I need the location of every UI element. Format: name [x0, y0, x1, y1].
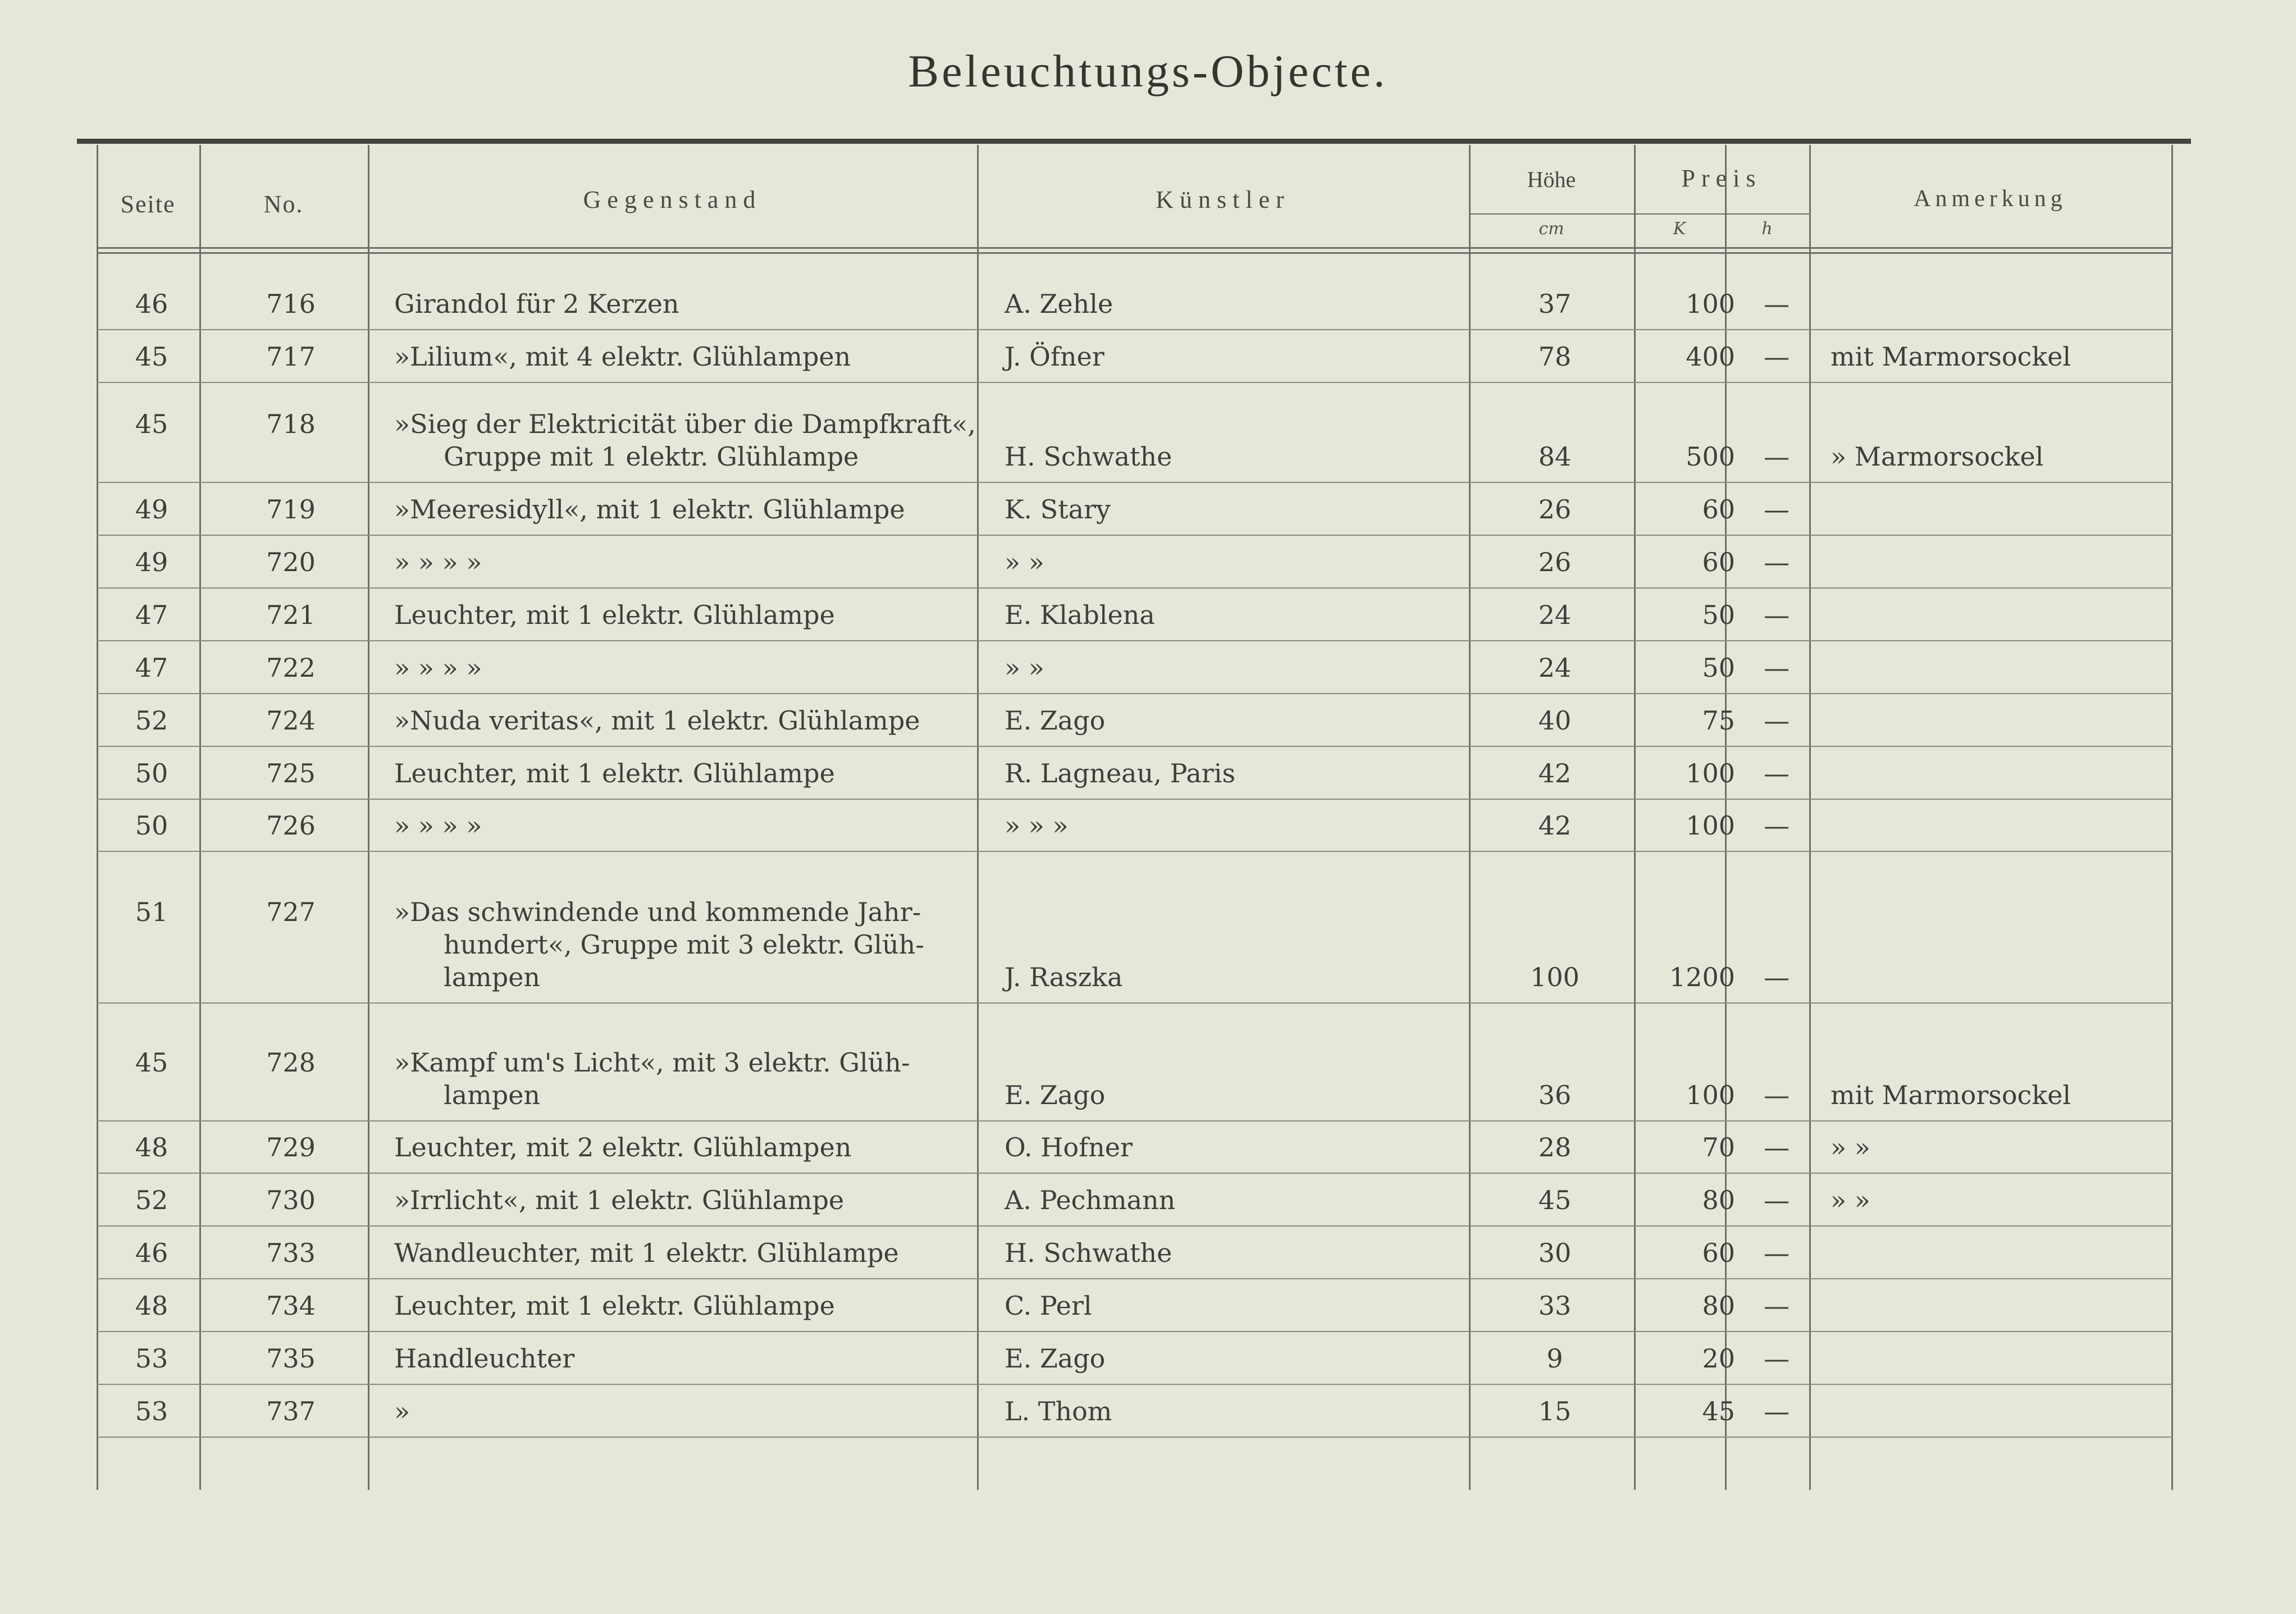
- cell-gegenstand: »Lilium«, mit 4 elektr. Glühlampen: [394, 341, 851, 372]
- cell-kuenstler: E. Klablena: [1005, 600, 1155, 630]
- cell-gegenstand: Wandleuchter, mit 1 elektr. Glühlampe: [394, 1238, 899, 1268]
- row-rule: [97, 1173, 2173, 1174]
- objects-table: [97, 145, 2173, 1490]
- cell-hoehe: 42: [1538, 810, 1572, 841]
- cell-kuenstler: L. Thom: [1005, 1396, 1112, 1426]
- cell-preis-h: —: [1764, 758, 1790, 788]
- cell-preis-k: 80: [1702, 1291, 1735, 1321]
- cell-gegenstand: Leuchter, mit 2 elektr. Glühlampen: [394, 1132, 852, 1162]
- cell-kuenstler: » »: [1005, 547, 1044, 577]
- row-rule: [97, 799, 2173, 800]
- cell-anmerkung: » Marmorsockel: [1831, 441, 2044, 472]
- cell-no: 728: [266, 1047, 316, 1078]
- cell-hoehe: 24: [1538, 653, 1572, 683]
- cell-kuenstler: E. Zago: [1005, 1080, 1106, 1110]
- cell-preis-h: —: [1764, 705, 1790, 736]
- cell-hoehe: 30: [1538, 1238, 1572, 1268]
- cell-kuenstler: J. Öfner: [1005, 341, 1104, 372]
- cell-hoehe: 36: [1538, 1080, 1572, 1110]
- cell-kuenstler: O. Hofner: [1005, 1132, 1133, 1162]
- cell-seite: 51: [135, 897, 168, 927]
- header-preis: Preis: [1681, 165, 1762, 192]
- cell-preis-h: —: [1764, 341, 1790, 372]
- cell-preis-h: —: [1764, 547, 1790, 577]
- cell-no: 721: [266, 600, 316, 630]
- unit-cm: cm: [1539, 219, 1564, 239]
- cell-kuenstler: » » »: [1005, 810, 1069, 841]
- cell-preis-h: —: [1764, 1185, 1790, 1215]
- cell-hoehe: 100: [1530, 962, 1580, 992]
- unit-h: h: [1761, 219, 1773, 239]
- cell-kuenstler: J. Raszka: [1005, 962, 1123, 992]
- cell-no: 733: [266, 1238, 316, 1268]
- row-rule: [97, 693, 2173, 694]
- cell-hoehe: 37: [1538, 289, 1572, 319]
- header-anmerkung: Anmerkung: [1914, 186, 2067, 212]
- cell-gegenstand: »Irrlicht«, mit 1 elektr. Glühlampe: [394, 1185, 845, 1215]
- cell-kuenstler: H. Schwathe: [1005, 441, 1172, 472]
- header-no: No.: [263, 190, 304, 218]
- row-rule: [97, 482, 2173, 483]
- cell-hoehe: 40: [1538, 705, 1572, 736]
- cell-seite: 48: [135, 1291, 168, 1321]
- cell-no: 717: [266, 341, 316, 372]
- cell-no: 735: [266, 1343, 316, 1374]
- cell-gegenstand: » » » »: [394, 810, 482, 841]
- row-rule: [97, 1002, 2173, 1004]
- cell-gegenstand: »Sieg der Elektricität über die Dampfkraft«,: [394, 409, 976, 439]
- cell-anmerkung: » »: [1831, 1132, 1870, 1162]
- cell-preis-h: —: [1764, 962, 1790, 992]
- cell-preis-k: 75: [1702, 705, 1735, 736]
- cell-preis-k: 1200: [1669, 962, 1735, 992]
- cell-seite: 52: [135, 1185, 168, 1215]
- cell-preis-k: 60: [1702, 547, 1735, 577]
- cell-gegenstand: »: [394, 1396, 410, 1426]
- row-rule: [97, 587, 2173, 589]
- cell-gegenstand: lampen: [444, 1080, 541, 1110]
- cell-preis-h: —: [1764, 1343, 1790, 1374]
- cell-kuenstler: H. Schwathe: [1005, 1238, 1172, 1268]
- cell-preis-h: —: [1764, 289, 1790, 319]
- cell-preis-h: —: [1764, 441, 1790, 472]
- cell-gegenstand: »Das schwindende und kommende Jahr-: [394, 897, 921, 927]
- cell-hoehe: 42: [1538, 758, 1572, 788]
- row-rule: [97, 1437, 2173, 1438]
- row-rule: [97, 1225, 2173, 1227]
- row-rule: [97, 1384, 2173, 1385]
- cell-kuenstler: E. Zago: [1005, 1343, 1106, 1374]
- cell-gegenstand: Girandol für 2 Kerzen: [394, 289, 679, 319]
- cell-no: 729: [266, 1132, 316, 1162]
- cell-no: 730: [266, 1185, 316, 1215]
- header-kuenstler: Künstler: [1156, 186, 1290, 213]
- cell-no: 725: [266, 758, 316, 788]
- cell-seite: 50: [135, 810, 168, 841]
- cell-anmerkung: mit Marmorsockel: [1831, 1080, 2071, 1110]
- cell-preis-k: 500: [1686, 441, 1735, 472]
- cell-preis-k: 45: [1702, 1396, 1735, 1426]
- cell-kuenstler: A. Pechmann: [1005, 1185, 1176, 1215]
- cell-no: 722: [266, 653, 316, 683]
- top-rule: [77, 139, 2191, 144]
- header-seite: Seite: [120, 190, 176, 218]
- cell-gegenstand: Leuchter, mit 1 elektr. Glühlampe: [394, 600, 835, 630]
- header-hoehe: Höhe: [1527, 167, 1576, 192]
- cell-preis-h: —: [1764, 1238, 1790, 1268]
- cell-seite: 47: [135, 600, 168, 630]
- cell-kuenstler: R. Lagneau, Paris: [1005, 758, 1236, 788]
- cell-preis-k: 400: [1686, 341, 1735, 372]
- cell-gegenstand: Gruppe mit 1 elektr. Glühlampe: [444, 441, 859, 472]
- cell-preis-h: —: [1764, 1080, 1790, 1110]
- cell-hoehe: 9: [1546, 1343, 1563, 1374]
- row-rule: [97, 1278, 2173, 1279]
- cell-preis-h: —: [1764, 600, 1790, 630]
- cell-kuenstler: K. Stary: [1005, 494, 1111, 525]
- cell-no: 719: [266, 494, 316, 525]
- cell-gegenstand: » » » »: [394, 653, 482, 683]
- cell-hoehe: 78: [1538, 341, 1572, 372]
- cell-preis-h: —: [1764, 1132, 1790, 1162]
- cell-preis-k: 100: [1686, 810, 1735, 841]
- cell-gegenstand: Leuchter, mit 1 elektr. Glühlampe: [394, 1291, 835, 1321]
- cell-seite: 53: [135, 1343, 168, 1374]
- row-rule: [97, 746, 2173, 747]
- col-line: [2171, 145, 2173, 1490]
- row-rule: [97, 382, 2173, 383]
- cell-preis-k: 100: [1686, 1080, 1735, 1110]
- cell-hoehe: 26: [1538, 494, 1572, 525]
- cell-seite: 45: [135, 1047, 168, 1078]
- cell-preis-k: 70: [1702, 1132, 1735, 1162]
- cell-seite: 50: [135, 758, 168, 788]
- cell-preis-h: —: [1764, 494, 1790, 525]
- cell-preis-h: —: [1764, 653, 1790, 683]
- cell-seite: 53: [135, 1396, 168, 1426]
- header-bottom-rule: [97, 247, 2173, 249]
- row-rule: [97, 1331, 2173, 1332]
- cell-preis-k: 60: [1702, 1238, 1735, 1268]
- cell-hoehe: 33: [1538, 1291, 1572, 1321]
- cell-anmerkung: mit Marmorsockel: [1831, 341, 2071, 372]
- cell-no: 724: [266, 705, 316, 736]
- cell-hoehe: 26: [1538, 547, 1572, 577]
- cell-no: 734: [266, 1291, 316, 1321]
- row-rule: [97, 851, 2173, 852]
- cell-no: 737: [266, 1396, 316, 1426]
- cell-hoehe: 24: [1538, 600, 1572, 630]
- cell-gegenstand: »Meeresidyll«, mit 1 elektr. Glühlampe: [394, 494, 905, 525]
- header-gegenstand: Gegenstand: [583, 186, 762, 213]
- cell-preis-k: 80: [1702, 1185, 1735, 1215]
- cell-seite: 49: [135, 547, 168, 577]
- cell-kuenstler: C. Perl: [1005, 1291, 1092, 1321]
- cell-hoehe: 15: [1538, 1396, 1572, 1426]
- cell-preis-k: 100: [1686, 758, 1735, 788]
- cell-kuenstler: A. Zehle: [1005, 289, 1113, 319]
- cell-gegenstand: » » » »: [394, 547, 482, 577]
- cell-no: 716: [266, 289, 316, 319]
- cell-seite: 47: [135, 653, 168, 683]
- cell-seite: 48: [135, 1132, 168, 1162]
- cell-kuenstler: E. Zago: [1005, 705, 1106, 736]
- page-title: Beleuchtungs-Objecte.: [908, 45, 1388, 97]
- cell-gegenstand: Leuchter, mit 1 elektr. Glühlampe: [394, 758, 835, 788]
- row-rule: [97, 535, 2173, 536]
- cell-gegenstand: »Nuda veritas«, mit 1 elektr. Glühlampe: [394, 705, 920, 736]
- cell-preis-k: 50: [1702, 653, 1735, 683]
- unit-k: K: [1673, 219, 1686, 239]
- cell-preis-h: —: [1764, 810, 1790, 841]
- cell-seite: 45: [135, 341, 168, 372]
- cell-hoehe: 28: [1538, 1132, 1572, 1162]
- cell-gegenstand: »Kampf um's Licht«, mit 3 elektr. Glüh-: [394, 1047, 910, 1078]
- cell-preis-k: 100: [1686, 289, 1735, 319]
- cell-no: 727: [266, 897, 316, 927]
- cell-seite: 46: [135, 289, 168, 319]
- cell-seite: 46: [135, 1238, 168, 1268]
- cell-anmerkung: » »: [1831, 1185, 1870, 1215]
- cell-no: 718: [266, 409, 316, 439]
- cell-no: 726: [266, 810, 316, 841]
- cell-kuenstler: » »: [1005, 653, 1044, 683]
- cell-preis-h: —: [1764, 1291, 1790, 1321]
- cell-preis-h: —: [1764, 1396, 1790, 1426]
- cell-gegenstand: lampen: [444, 962, 541, 992]
- cell-preis-k: 60: [1702, 494, 1735, 525]
- cell-seite: 49: [135, 494, 168, 525]
- cell-no: 720: [266, 547, 316, 577]
- row-rule: [97, 329, 2173, 330]
- cell-gegenstand: Handleuchter: [394, 1343, 575, 1374]
- cell-hoehe: 84: [1538, 441, 1572, 472]
- row-rule: [97, 1120, 2173, 1121]
- cell-hoehe: 45: [1538, 1185, 1572, 1215]
- cell-preis-k: 20: [1702, 1343, 1735, 1374]
- header-subrule: [1469, 213, 1809, 215]
- cell-preis-k: 50: [1702, 600, 1735, 630]
- cell-seite: 52: [135, 705, 168, 736]
- cell-gegenstand: hundert«, Gruppe mit 3 elektr. Glüh-: [444, 929, 924, 960]
- row-rule: [97, 640, 2173, 641]
- cell-seite: 45: [135, 409, 168, 439]
